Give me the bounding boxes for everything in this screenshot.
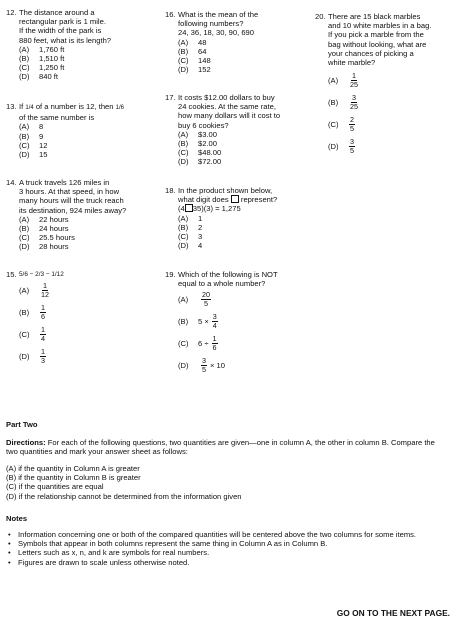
note-item: • Letters such as x, n, and k are symbols for real numbers. [18,548,448,557]
question-18 [165,186,305,250]
question-number: 15. [6,270,17,279]
note-item: • Information concerning one or both of the compared quantities will be centered above the two columns for some items. [18,530,448,539]
answer-option[interactable]: (A) $3.00 [178,129,218,139]
question-stem: 5/6 − 2/3 − 1/12 [19,271,64,278]
answer-option[interactable]: (A) 22 hours [19,214,69,224]
answer-option[interactable]: (C) $48.00 [178,148,222,158]
answer-option[interactable]: (C) $\frac{1}{4}$ [19,324,45,343]
answer-option[interactable]: (D) $\frac{3}{5}$ [328,136,354,155]
fraction: $\frac{1}{4}$ [41,324,45,343]
fraction: $\frac{1}{3}$ [41,346,45,365]
notes-list [6,530,448,567]
answer-option[interactable]: (B) 24 hours [19,224,69,234]
answer-option[interactable]: (B) 1,510 ft [19,54,65,64]
blank-box-icon [185,204,193,212]
question-stem: There are 15 black marbles and 10 white marbles in a bag. If you pick a marble from the bag without looking, what are your chances of picking a white marble? [328,12,432,68]
choice-item: (A) if the quantity in Column A is greater [6,464,140,473]
answer-option[interactable]: (C) $\frac{2}{5}$ [328,114,354,133]
answer-option[interactable]: (D) $\frac{1}{3}$ [19,346,45,365]
part-two-title: Part Two [6,420,38,429]
answer-option[interactable]: (B) $2.00 [178,139,218,149]
answer-option[interactable]: (D) 15 [19,150,48,160]
answer-options [165,288,310,376]
question-stem: In the product shown below, what digit does represent? (4 35)(3) = 1,275 [165,186,305,214]
choice-item: (D) if the relationship cannot be determined from the information given [6,491,242,501]
choice-item: (B) if the quantity in Column B is greater [6,473,141,483]
note-item: • Figures are drawn to scale unless otherwise noted. [18,558,448,567]
answer-option[interactable]: (A) 48 [178,37,207,47]
fraction: $\frac{2}{5}$ [350,114,354,133]
answer-option[interactable]: (B) $\frac{1}{6}$ [19,302,45,321]
answer-options [6,279,146,367]
answer-option[interactable]: (D) 840 ft [19,72,58,82]
answer-options [6,122,146,159]
answer-option[interactable]: (A) 1,760 ft [19,44,65,54]
answer-options [165,214,305,251]
answer-option[interactable]: (B) 9 [19,131,44,141]
answer-option[interactable]: (D) 28 hours [19,242,69,252]
answer-option[interactable]: (B) 5 × $\frac{3}{4}$ [178,311,217,330]
fraction: $\frac{1}{6}$ [41,302,45,321]
product-expression: (4 35)(3) = 1,275 [178,204,241,214]
answer-option[interactable]: (B) 64 [178,46,207,56]
answer-option[interactable]: (C) 3 [178,232,203,242]
question-stem: The distance around a rectangular park is 1 mile. If the width of the park is 880 feet, what is its length? [19,8,112,45]
question-number: 20. [315,12,326,21]
question-stem: What is the mean of the following numbers? 24, 36, 18, 30, 90, 690 [178,10,259,38]
directions: Directions: For each of the following questions, two quantities are given—one in column A, the other in column B. Compare the two quantities and mark your answer sheet as follows: [6,438,435,457]
blank-box-icon [231,195,239,203]
answer-option[interactable]: (A) $\frac{1}{12}$ [19,280,49,299]
answer-option[interactable]: (A) 1 [178,213,203,223]
fraction: $\frac{1}{25}$ [350,70,358,89]
question-19 [165,270,310,376]
fraction: $\frac{1}{6}$ [212,333,217,352]
answer-option[interactable]: (A) 8 [19,122,44,132]
answer-option[interactable]: (B) $\frac{3}{25}$ [328,92,358,111]
answer-options [315,69,455,157]
answer-option[interactable]: (C) 148 [178,56,211,66]
fraction: $\frac{3}{25}$ [350,92,358,111]
answer-option[interactable]: (D) $72.00 [178,157,222,167]
answer-options [165,38,305,75]
choice-item: (C) if the quantities are equal [6,482,104,492]
answer-option[interactable]: (A) $\frac{1}{25}$ [328,70,358,89]
note-item: • Symbols that appear in both columns represent the same thing in Column A as in Column B. [18,539,448,548]
question-number: 18. [165,186,176,195]
question-number: 13. [6,102,17,111]
fraction: $\frac{3}{5}$ [350,136,354,155]
question-stem: A truck travels 126 miles in 3 hours. At that speed, in how many hours will the truck reach its destination, 924 miles away? [19,178,127,215]
question-20 [315,12,455,157]
question-number: 19. [165,270,176,279]
fraction: $\frac{3}{4}$ [212,311,217,330]
fraction: $\frac{20}{5}$ [202,289,210,308]
answer-option[interactable]: (C) 12 [19,140,48,150]
answer-options [6,45,146,82]
question-13 [6,102,146,159]
question-stem: It costs $12.00 dollars to buy 24 cookies. At the same rate, how many dollars will it cost to buy 6 cookies? [178,93,281,130]
question-15 [6,270,146,367]
answer-option[interactable]: (C) 1,250 ft [19,63,65,73]
question-number: 16. [165,10,176,19]
question-17 [165,93,310,167]
answer-option[interactable]: (D) 152 [178,65,211,75]
fraction: $\frac{1}{12}$ [41,280,49,299]
question-number: 14. [6,178,17,187]
next-page-footer: GO ON TO THE NEXT PAGE. [336,608,450,618]
answer-options [165,130,310,167]
choice-list [6,464,448,501]
answer-option[interactable]: (C) 25.5 hours [19,233,75,243]
answer-option[interactable]: (D) 4 [178,241,203,251]
question-stem: If 1/4 of a number is 12, then 1/6 of the same number is [19,102,124,123]
question-number: 12. [6,8,17,17]
question-12 [6,8,146,82]
notes-title: Notes [6,514,28,523]
answer-option[interactable]: (B) 2 [178,222,203,232]
answer-option[interactable]: (C) 6 ÷ $\frac{1}{6}$ [178,333,217,352]
question-stem: Which of the following is NOT equal to a whole number? [178,270,278,289]
answer-options [6,215,151,252]
question-14 [6,178,151,252]
question-16 [165,10,305,74]
question-number: 17. [165,93,176,102]
fraction: $\frac{3}{5}$ [202,355,206,374]
answer-option[interactable]: (D) $\frac{3}{5}$ × 10 [178,355,225,374]
answer-option[interactable]: (A) $\frac{20}{5}$ [178,289,210,308]
